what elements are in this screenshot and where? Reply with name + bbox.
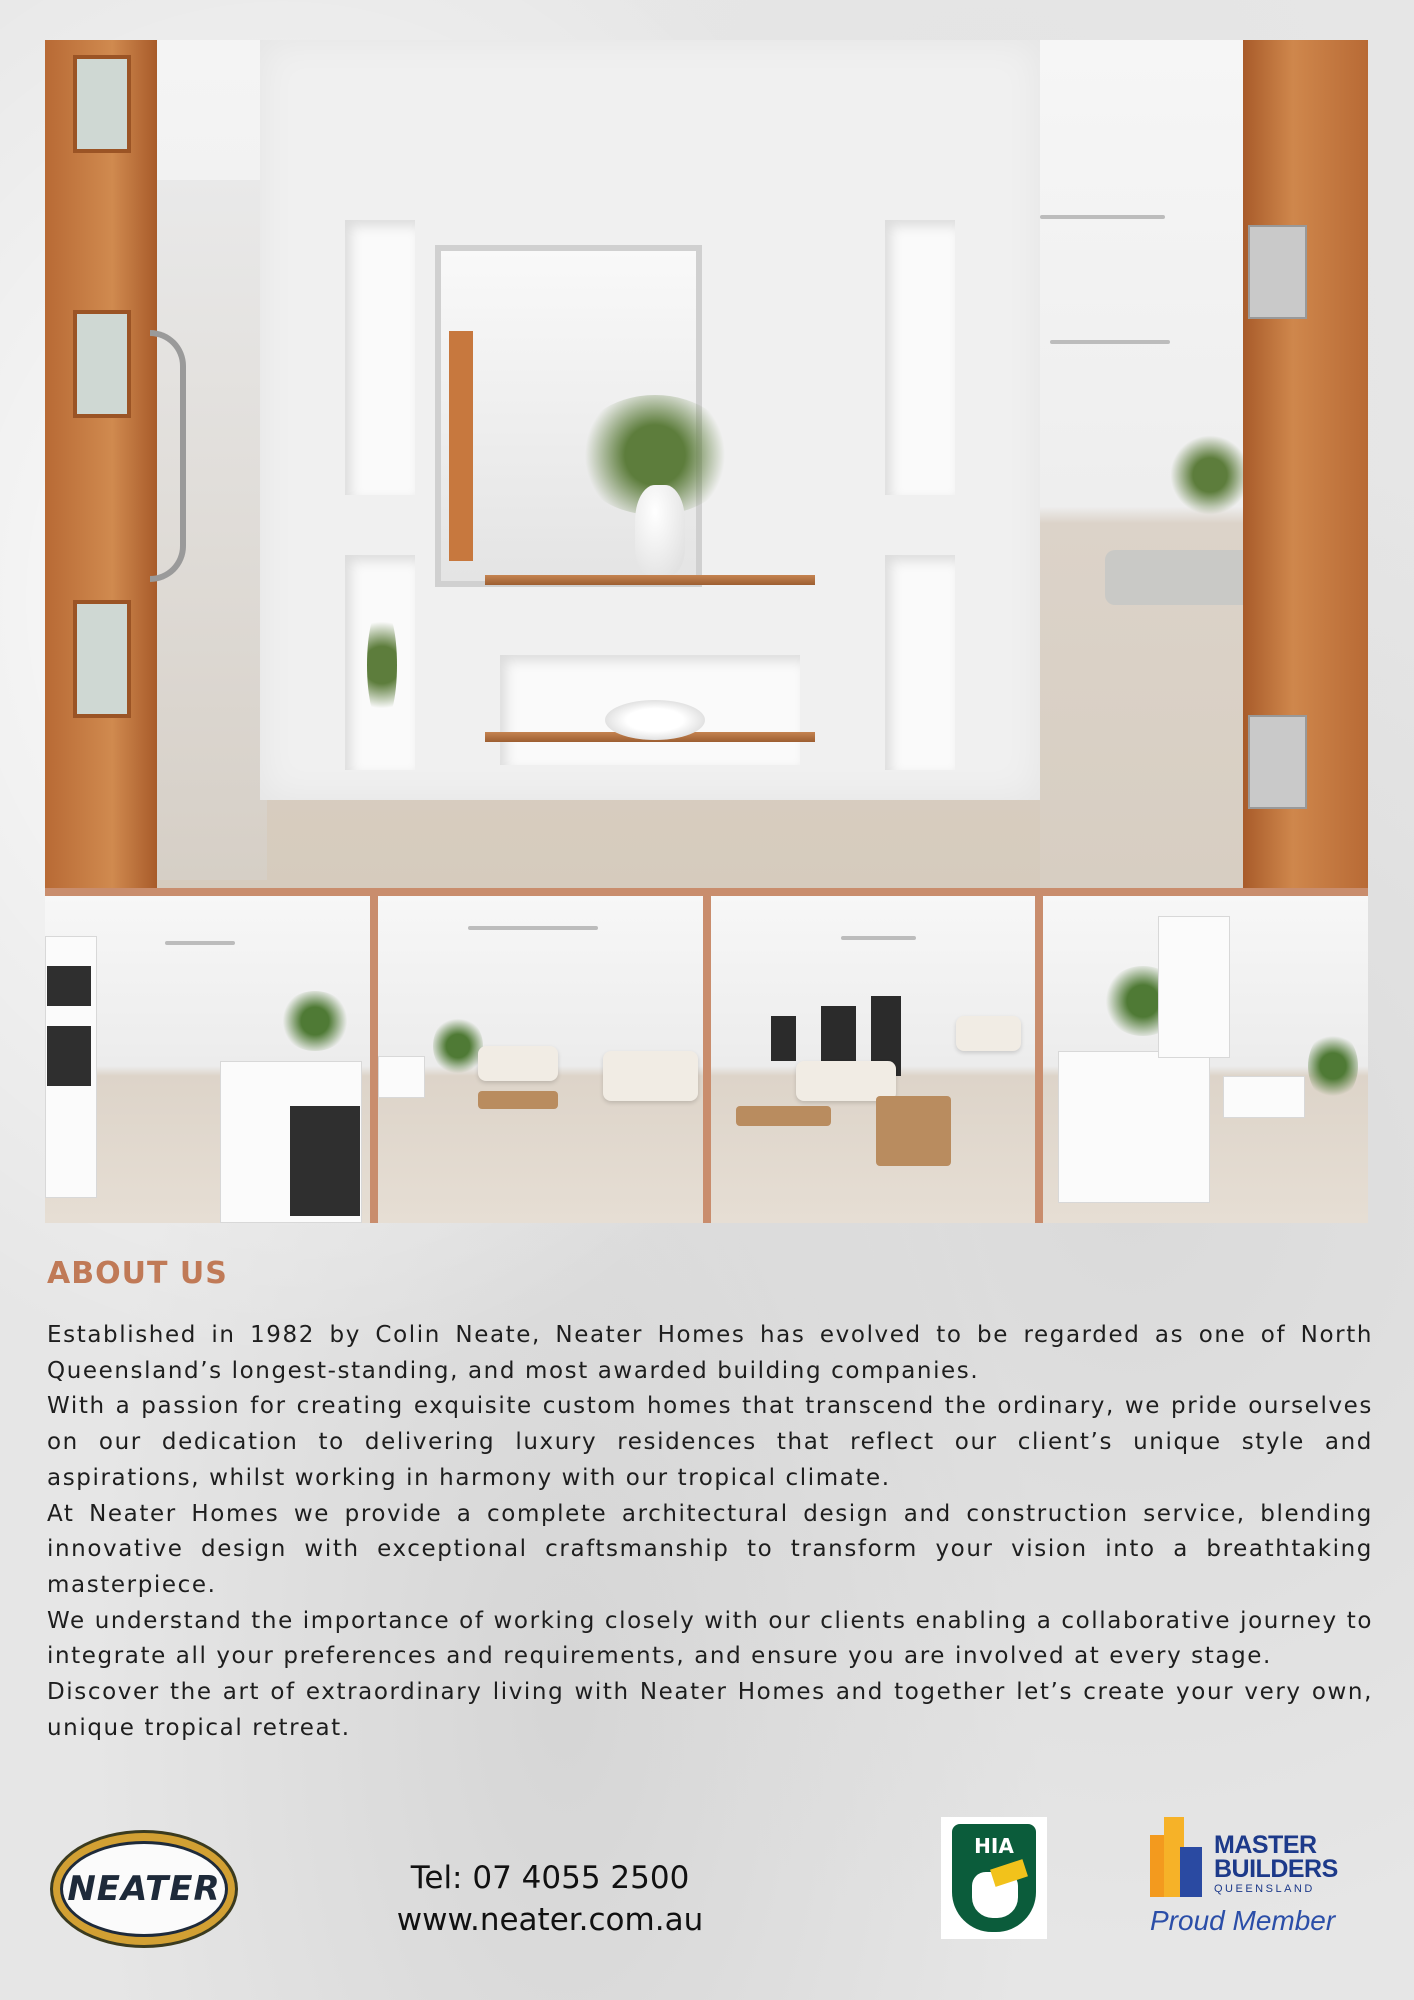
mb-line1: MASTER [1214, 1831, 1317, 1859]
thumbnail-strip [45, 888, 1368, 1223]
plant [367, 605, 397, 725]
living-room-photo [378, 896, 703, 1223]
mb-tagline: Proud Member [1150, 1905, 1336, 1936]
hero-photo [45, 40, 1368, 888]
about-body [47, 1318, 1373, 1746]
door-handle [150, 330, 186, 582]
timber-door [1243, 40, 1368, 888]
neater-logo [50, 1830, 238, 1948]
door-hinge [1248, 715, 1307, 809]
bathroom-photo [1043, 896, 1368, 1223]
display-niche [345, 220, 415, 495]
timber-door [45, 40, 157, 888]
door-hinge [1248, 225, 1307, 319]
neater-logo-text: NEATER [67, 1869, 221, 1909]
plant [1170, 435, 1250, 515]
mb-line2: BUILDERS [1214, 1855, 1338, 1883]
master-builders-logo [1148, 1815, 1348, 1945]
display-niche [885, 555, 955, 770]
about-paragraph: Discover the art of extraordinary living with Neater Homes and together let’s create your very own, unique tropical retreat. [47, 1679, 1373, 1741]
ceiling-fan [1040, 215, 1165, 219]
display-niche [885, 220, 955, 495]
ceiling-fan [1050, 340, 1170, 344]
phone-number: Tel: 07 4055 2500 [410, 1860, 690, 1896]
mb-line3: QUEENSLAND [1214, 1883, 1315, 1895]
about-title: ABOUT US [47, 1256, 228, 1291]
timber-shelf [485, 575, 815, 585]
shell-ornament [605, 700, 705, 740]
contact-block [350, 1857, 750, 1941]
lounge-dining-photo [711, 896, 1036, 1223]
hia-logo [941, 1817, 1047, 1939]
about-paragraph: With a passion for creating exquisite custom homes that transcend the ordinary, we pride ourselves on our dedication to delivering luxury residences that reflect our client’s unique style and aspirations, whilst working in harmony with our tropical climate. [47, 1393, 1373, 1491]
vase [635, 485, 685, 575]
about-paragraph: At Neater Homes we provide a complete architectural design and construction service, blending innovative design with exceptional craftsmanship to transform your vision into a breathtaking masterpiece. [47, 1500, 1373, 1598]
website-link[interactable]: www.neater.com.au [396, 1902, 704, 1938]
master-builders-mark-icon [1150, 1817, 1202, 1897]
about-paragraph: We understand the importance of working closely with our clients enabling a collaborative journey to integrate all your preferences and requirements, and ensure you are involved at every stage. [47, 1607, 1373, 1670]
sofa [1105, 550, 1255, 605]
kitchen-photo [45, 896, 370, 1223]
about-paragraph: Established in 1982 by Colin Neate, Neater Homes has evolved to be regarded as one of North Queensland’s longest-standing, and most awarded building companies. [47, 1322, 1373, 1384]
hia-logo-text: HIA [974, 1834, 1014, 1858]
